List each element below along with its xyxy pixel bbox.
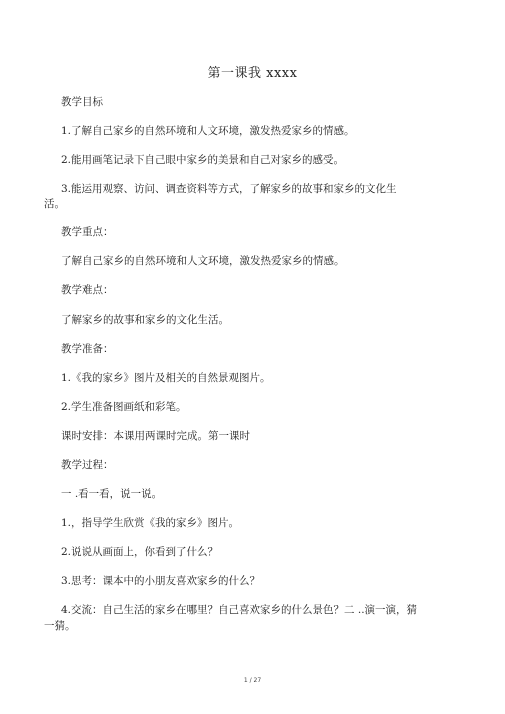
objective-item-3: 3.能运用观察、访问、调查资料等方式，了解家乡的故事和家乡的文化生 (61, 183, 397, 195)
process-item-3: 3.思考：课本中的小朋友喜欢家乡的什么？ (61, 575, 261, 587)
objective-item-3-continuation: 活。 (44, 198, 65, 210)
section-heading-preparation: 教学准备： (61, 343, 114, 355)
preparation-item-1: 1.《我的家乡》图片及相关的自然景观图片。 (61, 372, 271, 384)
section-heading-difficulties: 教学难点： (61, 284, 114, 296)
objective-item-2: 2.能用画笔记录下自己眼中家乡的美景和自己对家乡的感受。 (61, 154, 345, 166)
section-heading-key-points: 教学重点： (61, 226, 114, 238)
objective-item-1: 1.了解自己家乡的自然环境和人文环境，激发热爱家乡的情感。 (61, 125, 355, 137)
section-heading-objectives: 教学目标 (61, 96, 103, 108)
difficulties-text: 了解家乡的故事和家乡的文化生活。 (61, 314, 229, 326)
lesson-title: 第一课我 xxxx (207, 66, 298, 81)
section-heading-process: 教学过程： (61, 459, 114, 471)
process-item-4-continuation: 一猜。 (44, 620, 76, 632)
preparation-item-2: 2.学生准备图画纸和彩笔。 (61, 401, 187, 413)
page-number: 1 / 27 (243, 677, 262, 684)
key-points-text: 了解自己家乡的自然环境和人文环境，激发热爱家乡的情感。 (61, 255, 345, 267)
schedule-text: 课时安排：本课用两课时完成。第一课时 (61, 430, 250, 442)
process-item-1: 1.，指导学生欣赏《我的家乡》图片。 (61, 517, 240, 529)
process-item-4: 4.交流：自己生活的家乡在哪里？自己喜欢家乡的什么景色？二 ..演一演，猜 (61, 604, 418, 616)
process-step-heading-1: 一 .看一看，说一说。 (61, 488, 163, 500)
process-item-2: 2.说说从画面上，你看到了什么？ (61, 546, 219, 558)
